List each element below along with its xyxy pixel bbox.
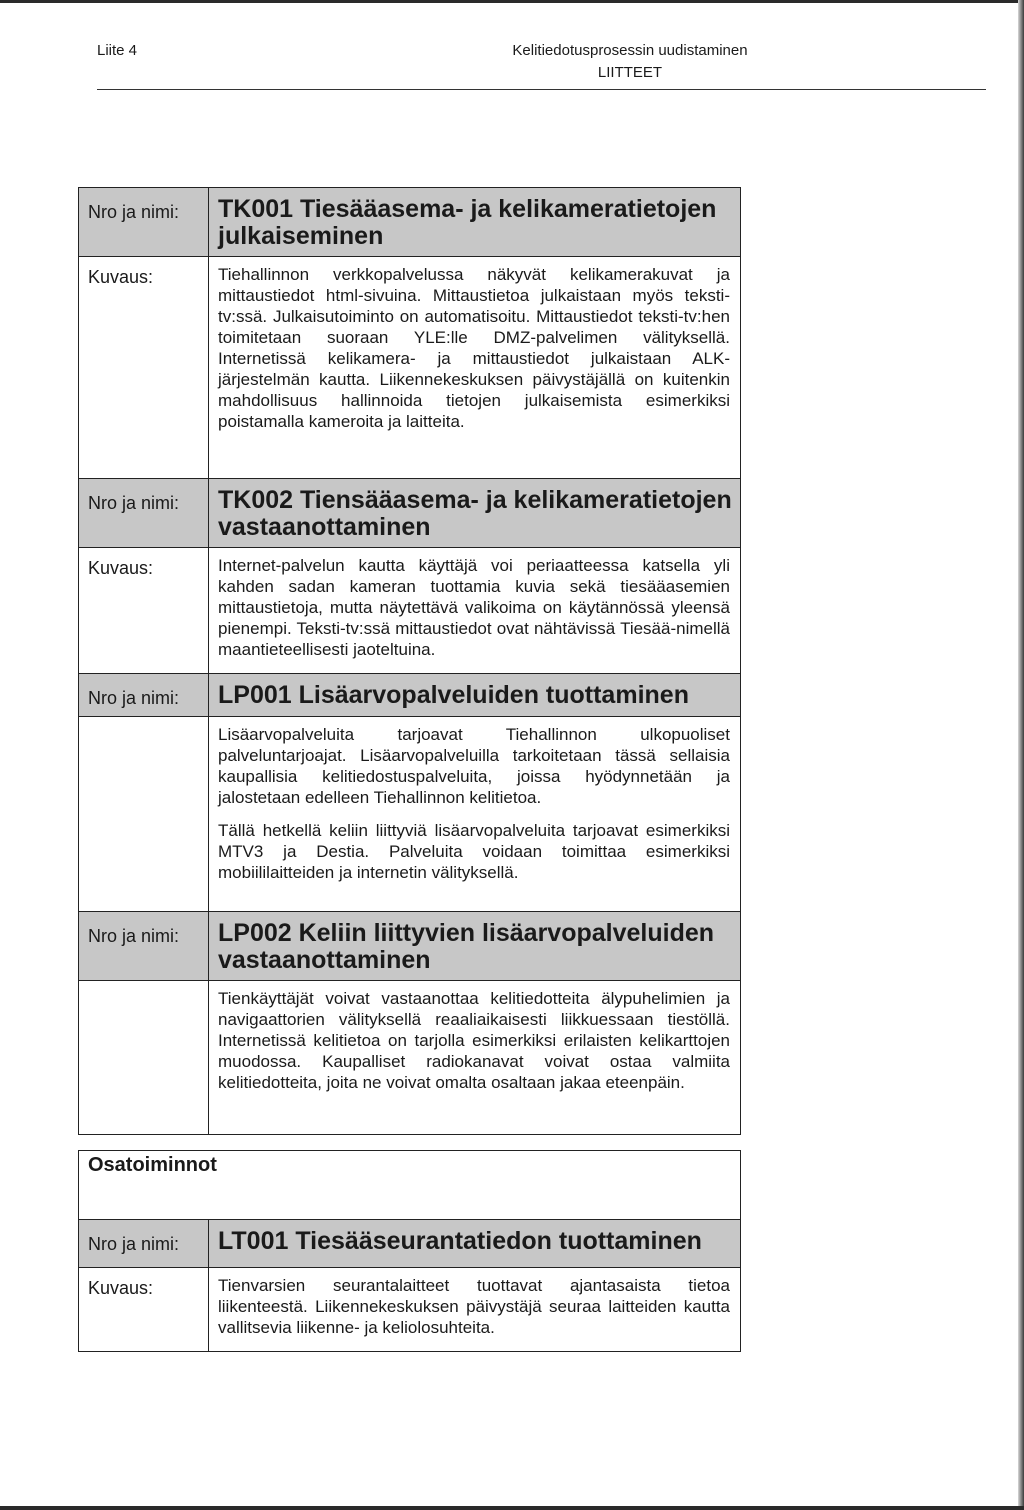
entry-title-row (79, 188, 741, 257)
entry-description-row (79, 257, 741, 479)
description-paragraph: Internet-palvelun kautta käyttäjä voi periaatteessa katsella yli kahden sadan kameran tuottamia kuvia sekä tiesääasemien mittaustietoja, mutta näytettävä valikoima on käytännössä yleensä pienempi. Teksti-tv:ssä mittaustiedot ovat nähtävissä Tiesää-nimellä maantieteellisesti jaoteltuina. (218, 556, 730, 659)
description-label: Kuvaus: (79, 1268, 209, 1352)
entry-title-row (79, 912, 741, 981)
description-paragraph: Tiehallinnon verkkopalvelussa näkyvät kelikamerakuvat ja mittaustiedot html-sivuina. Mittaustietoa julkaistaan myös teksti-tv:ssä. Julkaisutoiminto on automatisoitu. Mittaustiedot teksti-tv:hen toimitetaan suoraan YLE:lle DMZ-palvelimen välityksellä. Internetissä kelikamera- ja mittaustiedot julkaistaan ALK-järjestelmän kautta. Liikennekeskuksen päivystäjällä on kuitenkin mahdollisuus hallinnoida tietojen julkaisemista esimerkiksi poistamalla kameroita ja laitteita. (218, 265, 730, 431)
process-table (78, 187, 741, 1135)
description-label: Kuvaus: (79, 548, 209, 674)
entry-title: LP002 Keliin liittyvien lisäarvopalveluiden vastaanottaminen (209, 912, 741, 981)
description-paragraph: Lisäarvopalveluita tarjoavat Tiehallinnon ulkopuoliset palveluntarjoajat. Lisäarvopalveluilla tarkoitetaan tässä sellaisia kaupallisia kelitiedostuspalveluita, joissa hyödynnetään ja jalostetaan edelleen Tiehallinnon kelitietoa. (218, 725, 730, 807)
entry-description (209, 981, 741, 1135)
name-label: Nro ja nimi: (79, 479, 209, 548)
entry-description-row (79, 717, 741, 912)
page-edge (0, 1506, 1024, 1510)
page-edge (0, 0, 1024, 3)
page-edge (1018, 0, 1024, 1510)
entry-title: LT001 Tiesääseurantatiedon tuottaminen (209, 1220, 741, 1268)
description-label-empty (79, 717, 209, 912)
entry-description (209, 548, 741, 674)
header-rule (97, 89, 986, 90)
document-header (480, 40, 780, 84)
name-label: Nro ja nimi: (79, 912, 209, 981)
description-label-empty (79, 981, 209, 1135)
entry-title: TK001 Tiesääasema- ja kelikameratietojen julkaiseminen (209, 188, 741, 257)
entry-title-row (79, 674, 741, 717)
document-subtitle: LIITTEET (597, 64, 663, 81)
section-heading: Osatoiminnot (79, 1151, 741, 1220)
entry-description (209, 257, 741, 479)
description-paragraph: Tällä hetkellä keliin liittyviä lisäarvopalveluita tarjoavat esimerkiksi MTV3 ja Destia. Palveluita voidaan toimittaa esimerkiksi mobiililaitteiden ja internetin välityksellä. (218, 821, 730, 882)
subprocess-table (78, 1150, 741, 1352)
name-label: Nro ja nimi: (79, 1220, 209, 1268)
entry-description-row (79, 1268, 741, 1352)
document-title: Kelitiedotusprosessin uudistaminen (512, 42, 748, 59)
entry-title-row (79, 1220, 741, 1268)
entry-description-row (79, 981, 741, 1135)
entry-description (209, 717, 741, 912)
entry-title: TK002 Tiensääasema- ja kelikameratietojen vastaanottaminen (209, 479, 741, 548)
entry-description (209, 1268, 741, 1352)
name-label: Nro ja nimi: (79, 674, 209, 717)
description-paragraph: Tienkäyttäjät voivat vastaanottaa kelitiedotteita älypuhelimien ja navigaattorien välityksellä reaaliaikaisesti liikkuessaan tiestöllä. Internetissä kelitietoa on tarjolla esimerkiksi erilaisten kelikarttojen muodossa. Kaupalliset radiokanavat voivat ostaa valmiita kelitiedotteita, joita ne voivat omalta osaltaan jakaa eteenpäin. (218, 989, 730, 1092)
entry-title: LP001 Lisäarvopalveluiden tuottaminen (209, 674, 741, 717)
entry-title-row (79, 479, 741, 548)
appendix-label: Liite 4 (97, 42, 138, 59)
description-label: Kuvaus: (79, 257, 209, 479)
section-heading-row (79, 1151, 741, 1220)
description-paragraph: Tienvarsien seurantalaitteet tuottavat ajantasaista tietoa liikenteestä. Liikennekeskuksen päivystäjä seuraa laitteiden kautta vallitsevia liikenne- ja keliolosuhteita. (218, 1276, 731, 1337)
name-label: Nro ja nimi: (79, 188, 209, 257)
entry-description-row (79, 548, 741, 674)
